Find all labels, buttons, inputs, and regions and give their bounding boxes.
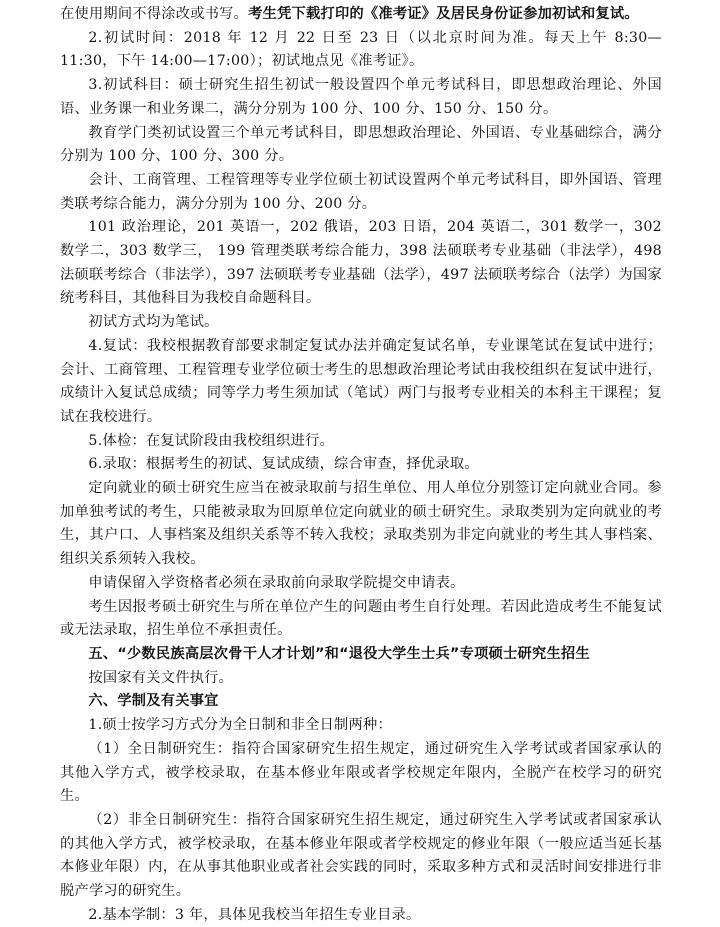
paragraph-text: 会计、工商管理、工程管理等专业学位硕士初试设置两个单元考试科目，即外国语、管理类联考综合能力，满分分别为 100 分、200 分。	[60, 171, 662, 212]
paragraph-text: 3.初试科目：硕士研究生招生初试一般设置四个单元考试科目，即思想政治理论、外国语、业务课一和业务课二，满分分别为 100 分、100 分、150 分、150 分。	[60, 77, 662, 117]
paragraph-text: 按国家有关文件执行。	[88, 669, 234, 686]
paragraph-text: 考生因报考硕士研究生与所在单位产生的问题由考生自行处理。若因此造成考生不能复试或无法录取，招生单位不承担责任。	[60, 598, 662, 639]
paragraph-text: 六、学制及有关事宜	[88, 693, 219, 710]
paragraph-text: 在使用期间不得涂改或书写。	[60, 6, 249, 22]
paragraph-text: （1）全日制研究生：指符合国家研究生招生规定，通过研究生入学考试或者国家承认的其他入学方式，被学校录取，在基本修业年限或者学校规定年限内，全脱产在校学习的研究生。	[60, 740, 662, 805]
paragraph	[60, 477, 662, 572]
paragraph	[60, 27, 662, 74]
paragraph-text: （2）非全日制研究生：指符合国家研究生招生规定，通过研究生入学考试或者国家承认的其他入学方式，被学校录取，在基本修业年限或者学校规定的修业年限（一般应适当延长基本修业年限）内，在从事其他职业或者社会实践的同时，采取多种方式和灵活时间安排进行非脱产学习的研究生。	[60, 811, 662, 900]
paragraph	[60, 311, 662, 335]
paragraph	[60, 335, 662, 430]
paragraph-text: 101 政治理论，201 英语一，202 俄语，203 日语，204 英语二，301 数学一，302 数学二，303 数学三， 199 管理类联考综合能力，398 法硕联考专业基础（非法学），498 法硕联考综合（非法学），397 法硕联考专业基础（法学），497 法硕联考综合（法学）为国家统考科目，其他科目为我校自命题科目。	[60, 219, 662, 307]
paragraph	[60, 216, 662, 311]
section-heading	[60, 643, 662, 667]
section-heading	[60, 690, 662, 714]
paragraph-text: 5.体检：在复试阶段由我校组织进行。	[88, 432, 335, 449]
paragraph-text: 6.录取：根据考生的初试、复试成绩，综合审查，择优录取。	[88, 456, 479, 473]
paragraph	[60, 572, 662, 596]
paragraph-text: 申请保留入学资格者必须在录取前向录取学院提交申请表。	[88, 574, 465, 591]
paragraph-text: 2.初试时间：2018 年 12 月 22 日至 23 日（以北京时间为准。每天上午 8:30—11:30，下午 14:00—17:00）；初试地点见《准考证》。	[60, 29, 662, 70]
paragraph	[60, 714, 662, 738]
paragraph	[60, 3, 662, 27]
paragraph-text: 2.基本学制：3 年，具体见我校当年招生专业目录。	[88, 906, 421, 923]
paragraph	[60, 122, 662, 169]
paragraph-text: 1.硕士按学习方式分为全日制和非全日制两种：	[88, 717, 392, 734]
document-body	[60, 0, 662, 927]
paragraph	[60, 74, 662, 121]
paragraph-text: 教育学门类初试设置三个单元考试科目，即思想政治理论、外国语、专业基础综合，满分分别为 100 分、100 分、300 分。	[60, 124, 662, 165]
paragraph-text: 4.复试：我校根据教育部要求制定复试办法并确定复试名单，专业课笔试在复试中进行；会计、工商管理、工程管理专业学位硕士考生的思想政治理论考试由我校组织在复试中进行，成绩计入复试总成绩；同等学力考生须加试（笔试）两门与报考专业相关的本科主干课程；复试在我校进行。	[60, 337, 662, 425]
paragraph	[60, 904, 662, 927]
paragraph	[60, 596, 662, 643]
paragraph	[60, 667, 662, 691]
paragraph-text: 定向就业的硕士研究生应当在被录取前与招生单位、用人单位分别签订定向就业合同。参加单独考试的考生，只能被录取为回原单位定向就业的硕士研究生。录取类别为定向就业的考生，其户口、人事档案及组织关系等不转入我校；录取类别为非定向就业的考生其人事档案、组织关系须转入我校。	[60, 480, 662, 568]
paragraph	[60, 169, 662, 216]
paragraph	[60, 453, 662, 477]
paragraph	[60, 738, 662, 809]
paragraph-text: 五、“少数民族高层次骨干人才计划”和“退役大学生士兵”专项硕士研究生招生	[88, 645, 590, 662]
paragraph	[60, 430, 662, 454]
paragraph	[60, 809, 662, 904]
paragraph-text: 初试方式均为笔试。	[88, 314, 219, 331]
bold-text: 考生凭下载打印的《准考证》及居民身份证参加初试和复试。	[248, 6, 639, 22]
